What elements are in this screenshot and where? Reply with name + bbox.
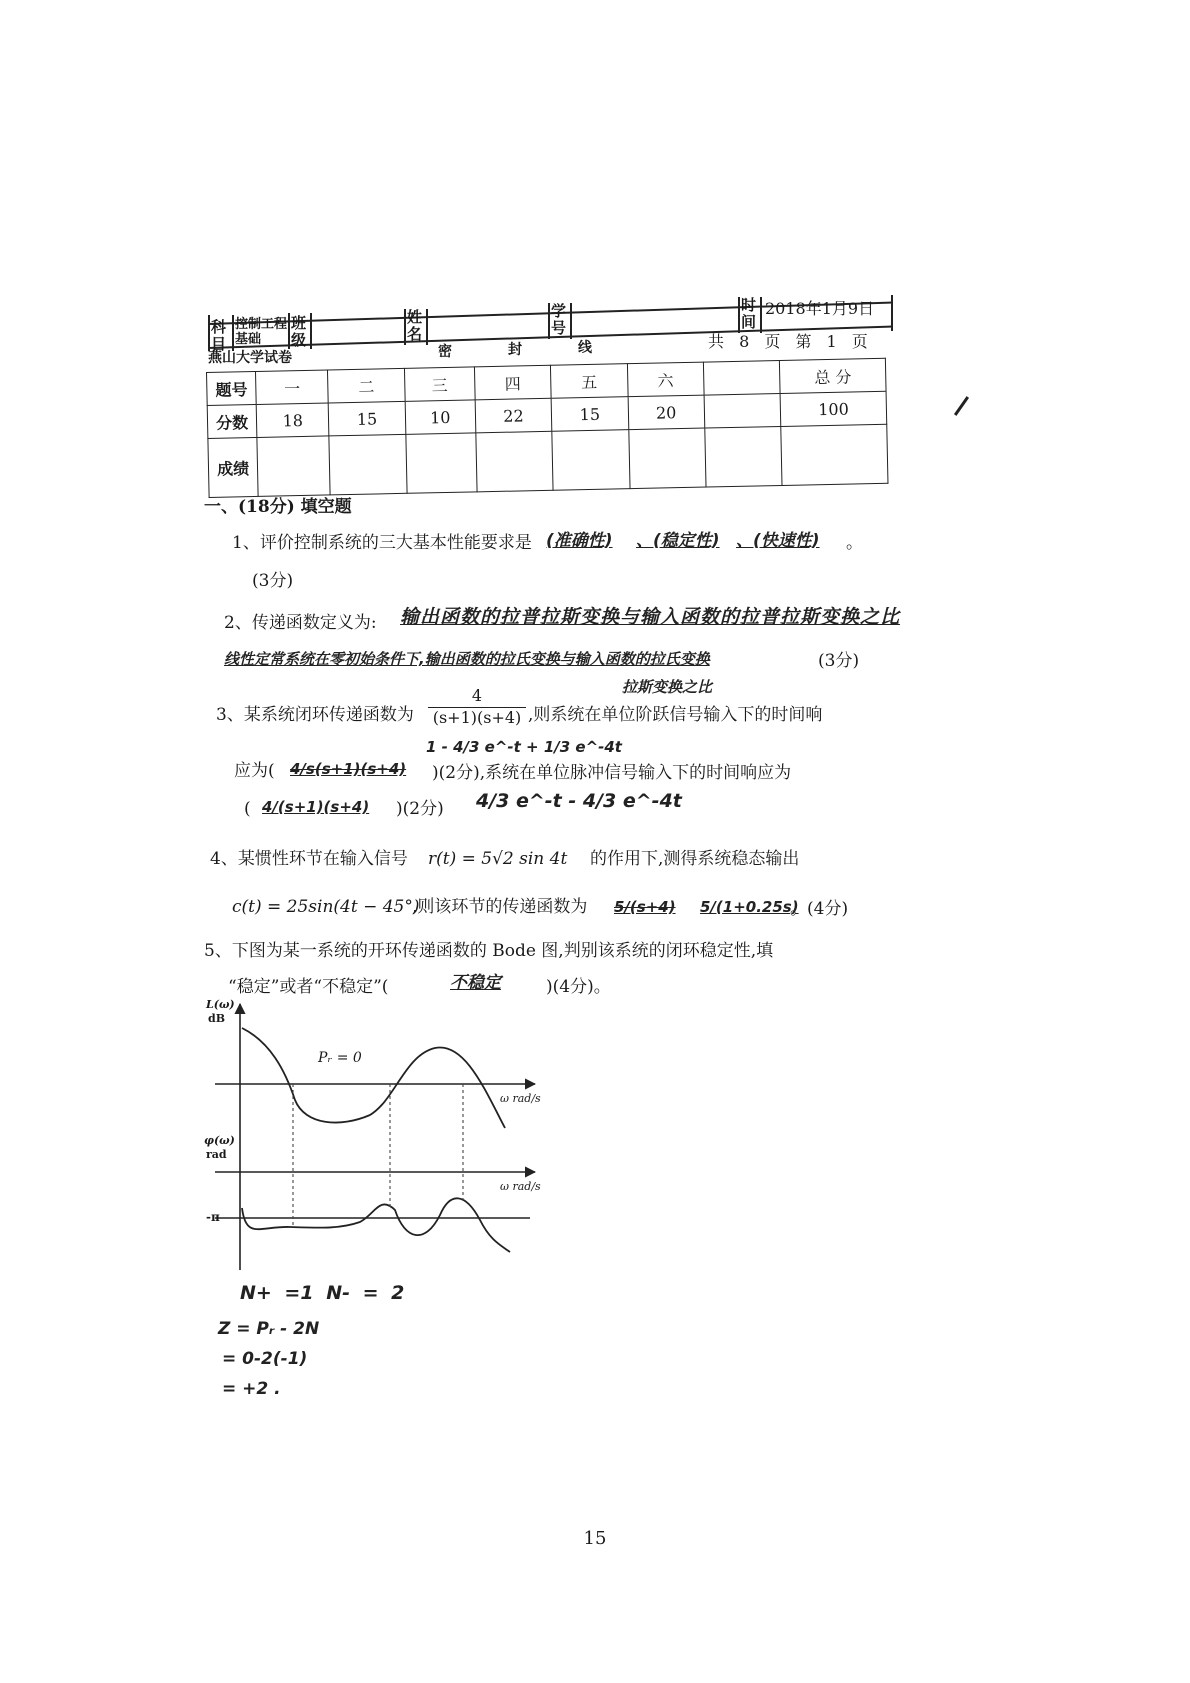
q3-answer1-struck: 4/s(s+1)(s+4) — [290, 760, 407, 778]
tf-denominator: (s+1)(s+4) — [428, 707, 526, 727]
section-title: 一、(18分) 填空题 — [204, 497, 352, 517]
work-line: = +2 . — [222, 1379, 281, 1399]
omega-axis-label: ω rad/s — [500, 1180, 541, 1193]
q3-text-d: )(2分),系统在单位脉冲信号输入下的时间响应为 — [432, 763, 792, 783]
score-table — [206, 358, 888, 498]
work-line: N+ =1 N- = 2 — [240, 1282, 405, 1304]
q1-answer-2: 、(稳定性) — [636, 531, 720, 551]
row-label: 题号 — [207, 371, 257, 405]
question-points: 15 — [551, 397, 628, 432]
magnitude-unit: dB — [208, 1012, 225, 1025]
header-divider — [738, 297, 740, 333]
exam-date: 2018年1月9日 — [765, 299, 875, 318]
omega-axis-label: ω rad/s — [500, 1092, 541, 1105]
q2-note: 拉斯变换之比 — [622, 678, 713, 696]
student-id-label: 学号 — [551, 302, 567, 337]
header-divider — [570, 303, 572, 339]
row-label: 成绩 — [208, 437, 258, 497]
question-number: 五 — [551, 364, 628, 399]
open-loop-poles-label: Pᵣ = 0 — [318, 1050, 362, 1066]
question-number: 六 — [627, 362, 704, 397]
header-divider — [404, 309, 406, 345]
q5-text-c: )(4分)。 — [546, 977, 611, 997]
q1-answer-3: 、(快速性) — [736, 531, 820, 551]
page-count: 共 8 页 第 1 页 — [708, 332, 868, 351]
bode-diagram — [200, 1000, 560, 1280]
q5-text-a: 5、下图为某一系统的开环传递函数的 Bode 图,判别该系统的闭环稳定性,填 — [204, 941, 774, 961]
score-cell[interactable] — [406, 433, 477, 493]
total-points: 100 — [780, 391, 886, 426]
q3-answer2-note: 4/3 e^-t - 4/3 e^-4t — [476, 790, 682, 812]
q4-points: 。(4分) — [790, 899, 849, 919]
question-number: 一 — [256, 370, 329, 405]
magnitude-label: L(ω) — [206, 998, 235, 1011]
score-cell[interactable] — [257, 436, 330, 496]
name-label: 姓名 — [407, 308, 423, 343]
q1-period: 。 — [846, 533, 863, 553]
q4-text-a: 4、某惯性环节在输入信号 — [210, 849, 408, 869]
header-divider — [288, 313, 290, 349]
exam-header — [208, 295, 893, 366]
q4-text-c: ,则该环节的传递函数为 — [412, 897, 588, 917]
question-points: 10 — [405, 400, 476, 434]
q3-text-b: ,则系统在单位阶跃信号输入下的时间响 — [528, 705, 823, 725]
question-number — [703, 360, 780, 395]
q1-points: (3分) — [252, 571, 294, 591]
minus-pi-label: -π — [206, 1210, 220, 1224]
total-header: 总 分 — [780, 358, 886, 393]
q1-answer-1: (准确性) — [546, 531, 613, 551]
q4-text-b: 的作用下,测得系统稳态输出 — [590, 849, 800, 869]
question-number: 四 — [474, 365, 551, 400]
header-divider — [891, 295, 893, 331]
score-cell[interactable] — [705, 426, 783, 487]
subject-label: 科目 — [211, 318, 227, 353]
phase-unit: rad — [206, 1148, 227, 1161]
q2-text: 2、传递函数定义为: — [224, 613, 377, 633]
q3-text-a: 3、某系统闭环传递函数为 — [216, 705, 414, 725]
q3-answer2: 4/(s+1)(s+4) — [262, 798, 370, 816]
work-line: Z = Pᵣ - 2N — [218, 1319, 320, 1339]
header-divider — [426, 309, 428, 345]
q4-answer-struck: 5/(s+4) — [614, 898, 676, 916]
score-cell[interactable] — [628, 428, 706, 489]
q3-transfer-function — [428, 686, 526, 727]
q4-input-signal: r(t) = 5√2 sin 4t — [428, 849, 568, 869]
q3-answer1-note: 1 - 4/3 e^-t + 1/3 e^-4t — [426, 738, 622, 756]
school-name: 燕山大学试卷 — [208, 350, 292, 366]
q3-text-c: 应为( — [234, 761, 275, 781]
score-cell[interactable] — [781, 424, 888, 485]
row-label: 分数 — [207, 404, 257, 438]
score-cell[interactable] — [329, 434, 407, 495]
q5-answer: 不稳定 — [450, 973, 501, 993]
q4-answer: 5/(1+0.25s) — [700, 898, 799, 916]
class-label: 班级 — [291, 314, 307, 349]
tf-numerator: 4 — [471, 686, 483, 705]
question-points — [704, 393, 781, 428]
q1-text: 1、评价控制系统的三大基本性能要求是 — [232, 533, 532, 553]
seal-char: 线 — [578, 340, 592, 356]
subject-value: 控制工程基础 — [235, 317, 288, 347]
magnitude-curve — [242, 1028, 505, 1128]
header-divider — [310, 313, 312, 349]
question-points: 18 — [256, 403, 329, 438]
q2-points: (3分) — [818, 651, 860, 671]
phase-curve — [242, 1198, 510, 1252]
q2-answer-line2: 线性定常系统在零初始条件下,输出函数的拉氏变换与输入函数的拉氏变换 — [224, 650, 710, 668]
q4-output-signal: c(t) = 25sin(4t − 45°) — [232, 897, 420, 917]
page-number: 15 — [583, 1528, 607, 1549]
question-points: 20 — [628, 395, 705, 430]
question-number: 三 — [404, 367, 475, 401]
q2-answer-line1: 输出函数的拉普拉斯变换与输入函数的拉普拉斯变换之比 — [400, 606, 901, 628]
q5-text-b: “稳定”或者“不稳定”( — [228, 977, 389, 997]
header-divider — [208, 315, 210, 351]
q3-text-f: )(2分) — [396, 799, 444, 819]
header-divider — [548, 303, 550, 339]
header-divider — [760, 297, 762, 333]
score-cell[interactable] — [552, 430, 630, 491]
question-number: 二 — [328, 368, 405, 403]
score-cell[interactable] — [476, 431, 554, 492]
question-points: 22 — [475, 398, 552, 433]
phase-label: φ(ω) — [204, 1134, 235, 1147]
question-points: 15 — [329, 401, 406, 436]
q3-text-e: ( — [244, 799, 251, 819]
stray-mark — [954, 396, 969, 416]
seal-char: 密 — [438, 344, 452, 360]
work-line: = 0-2(-1) — [222, 1349, 308, 1369]
seal-char: 封 — [508, 342, 522, 358]
header-divider — [232, 315, 234, 351]
time-label: 时间 — [741, 296, 757, 331]
